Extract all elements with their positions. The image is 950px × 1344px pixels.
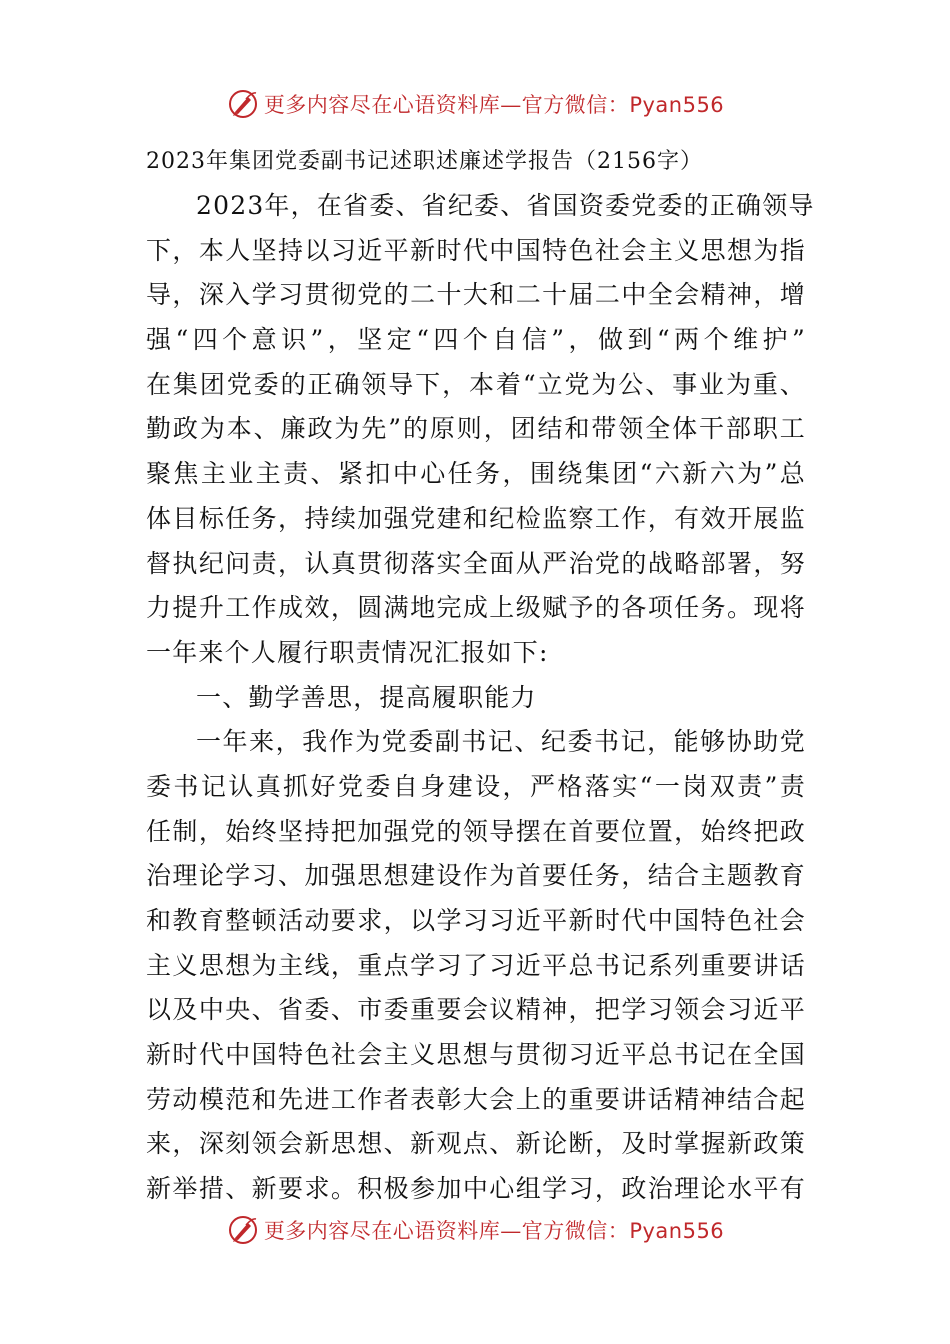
- paragraph-line: 导，深入学习贯彻党的二十大和二十届二中全会精神，增: [146, 280, 806, 310]
- paragraph-line: 任制，始终坚持把加强党的领导摆在首要位置，始终把政: [146, 816, 806, 846]
- paragraph-line: 一年来个人履行职责情况汇报如下:: [146, 637, 549, 667]
- pen-logo-icon: [226, 87, 260, 121]
- watermark-text: 更多内容尽在心语资料库—官方微信：Pyan556: [263, 93, 725, 117]
- paragraph-line: 新举措、新要求。积极参加中心组学习，政治理论水平有: [146, 1174, 806, 1204]
- paragraph-line: 以及中央、省委、市委重要会议精神，把学习领会习近平: [146, 995, 806, 1025]
- header-watermark-banner: [0, 84, 950, 124]
- paragraph-line: 和教育整顿活动要求，以学习习近平新时代中国特色社会: [146, 906, 806, 935]
- document-body: [146, 140, 815, 1212]
- watermark-text: 更多内容尽在心语资料库—官方微信：Pyan556: [263, 1219, 725, 1243]
- paragraph-line: 聚焦主业主责、紧扣中心任务，围绕集团“六新六为”总: [146, 459, 806, 489]
- paragraph-line: 主义思想为主线，重点学习了习近平总书记系列重要讲话: [146, 950, 806, 980]
- paragraph-line: 在集团党委的正确领导下，本着“立党为公、事业为重、: [146, 369, 806, 399]
- paragraph-line: 督执纪问责，认真贯彻落实全面从严治党的战略部署，努: [146, 548, 806, 578]
- section-heading: 一、勤学善思，提高履职能力: [196, 682, 537, 712]
- pen-logo-icon: [226, 1213, 260, 1247]
- paragraph-line: 勤政为本、廉政为先”的原则，团结和带领全体干部职工: [146, 414, 806, 444]
- paragraph-line: 劳动模范和先进工作者表彰大会上的重要讲话精神结合起: [146, 1084, 806, 1114]
- footer-watermark-banner: [0, 1210, 950, 1250]
- paragraph-line: 新时代中国特色社会主义思想与贯彻习近平总书记在全国: [146, 1040, 806, 1070]
- paragraph-line: 一年来，我作为党委副书记、纪委书记，能够协助党: [196, 727, 806, 757]
- document-title: 2023年集团党委副书记述职述廉述学报告（2156字）: [146, 149, 703, 174]
- paragraph-line: 来，深刻领会新思想、新观点、新论断，及时掌握新政策: [146, 1129, 806, 1159]
- paragraph-line: 治理论学习、加强思想建设作为首要任务，结合主题教育: [146, 861, 806, 891]
- paragraph-line: 强“四个意识”，坚定“四个自信”，做到“两个维护”: [146, 325, 806, 355]
- paragraph-line: 体目标任务，持续加强党建和纪检监察工作，有效开展监: [146, 503, 806, 533]
- paragraph-line: 委书记认真抓好党委自身建设，严格落实“一岗双责”责: [146, 771, 806, 801]
- paragraph-line: 2023年，在省委、省纪委、省国资委党委的正确领导: [196, 191, 815, 220]
- paragraph-line: 下，本人坚持以习近平新时代中国特色社会主义思想为指: [146, 235, 806, 265]
- paragraph-line: 力提升工作成效，圆满地完成上级赋予的各项任务。现将: [146, 593, 806, 623]
